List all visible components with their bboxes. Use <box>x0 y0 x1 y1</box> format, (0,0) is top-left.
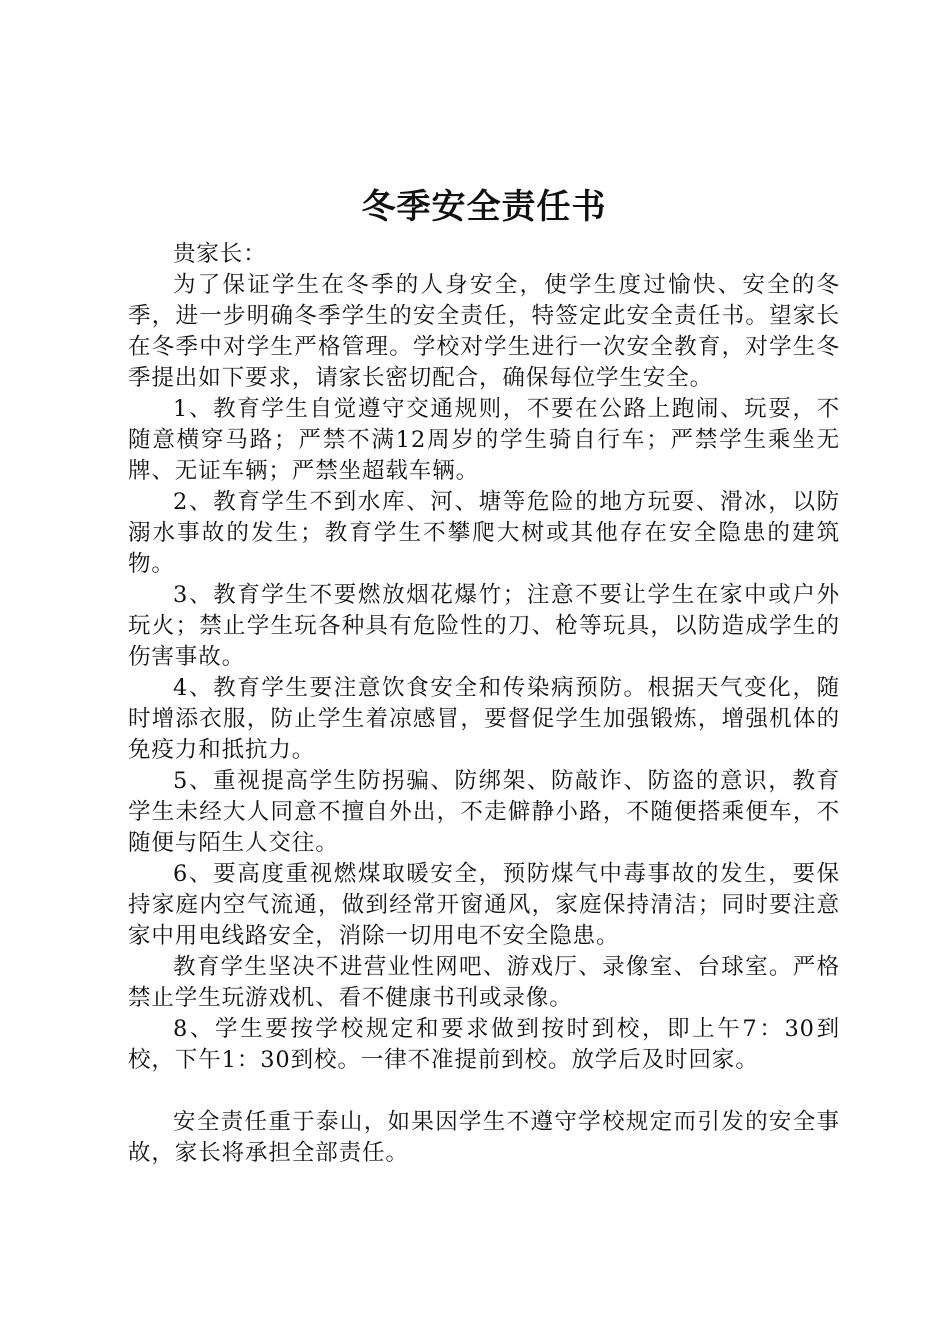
closing-paragraph: 安全责任重于泰山，如果因学生不遵守学校规定而引发的安全事故，家长将承担全部责任。 <box>128 1109 840 1166</box>
document-title: 冬季安全责任书 <box>361 187 607 227</box>
rule-item-1: 1、教育学生自觉遵守交通规则，不要在公路上跑闹、玩耍，不随意横穿马路；严禁不满12周岁的学生骑自行车；严禁学生乘坐无牌、无证车辆；严禁坐超载车辆。 <box>128 396 840 484</box>
rule-item-8: 8、学生要按学校规定和要求做到按时到校，即上午7：30到校，下午1：30到校。一律不准提前到校。放学后及时回家。 <box>128 1016 840 1073</box>
blank-line <box>128 1076 840 1107</box>
rule-item-7: 教育学生坚决不进营业性网吧、游戏厅、录像室、台球室。严格禁止学生玩游戏机、看不健康书刊或录像。 <box>128 954 840 1011</box>
rule-item-6: 6、要高度重视燃煤取暖安全，预防煤气中毒事故的发生，要保持家庭内空气流通，做到经常开窗通风，家庭保持清洁；同时要注意家中用电线路安全，消除一切用电不安全隐患。 <box>128 861 840 949</box>
rule-item-2: 2、教育学生不到水库、河、塘等危险的地方玩耍、滑冰，以防溺水事故的发生；教育学生不攀爬大树或其他存在安全隐患的建筑物。 <box>128 489 840 577</box>
rule-item-5: 5、重视提高学生防拐骗、防绑架、防敲诈、防盗的意识，教育学生未经大人同意不擅自外出，不走僻静小路，不随便搭乘便车，不随便与陌生人交往。 <box>128 768 840 856</box>
document-page <box>128 185 840 1169</box>
rule-item-4: 4、教育学生要注意饮食安全和传染病预防。根据天气变化，随时增添衣服，防止学生着凉感冒，要督促学生加强锻炼，增强机体的免疫力和抵抗力。 <box>128 675 840 763</box>
rule-item-3: 3、教育学生不要燃放烟花爆竹；注意不要让学生在家中或户外玩火；禁止学生玩各种具有危险性的刀、枪等玩具，以防造成学生的伤害事故。 <box>128 582 840 670</box>
intro-paragraph: 为了保证学生在冬季的人身安全，使学生度过愉快、安全的冬季，进一步明确冬季学生的安全责任，特签定此安全责任书。望家长在冬季中对学生严格管理。学校对学生进行一次安全教育，对学生冬季提出如下要求，请家长密切配合，确保每位学生安全。 <box>128 272 840 391</box>
salutation: 贵家长： <box>173 241 267 267</box>
